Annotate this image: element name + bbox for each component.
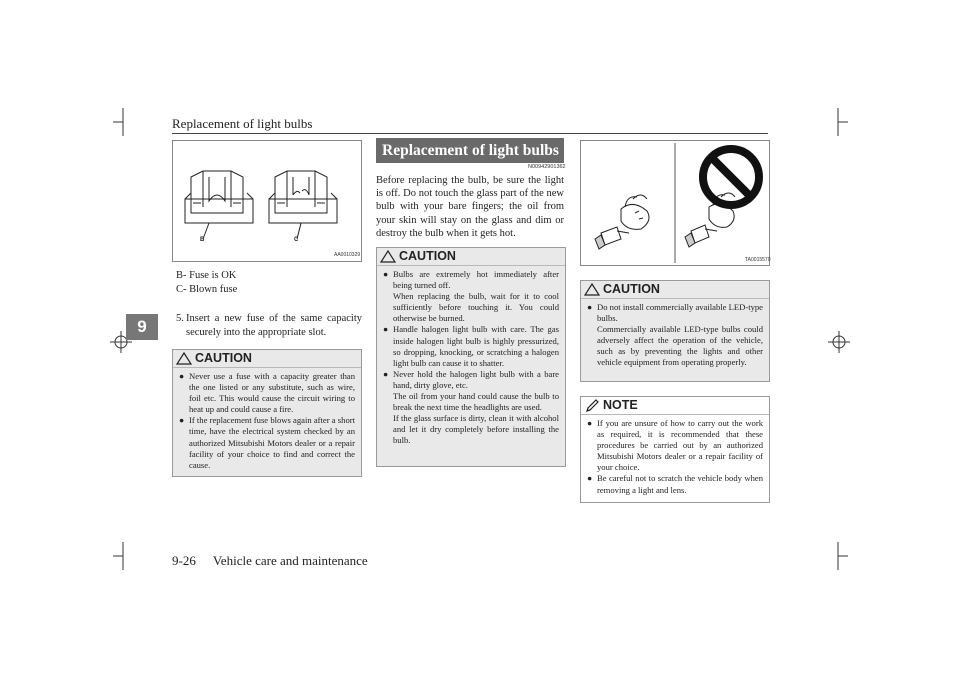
caution-item: ● Do not install commercially available LED-type bulbs. Commercially available LED-type bulbs could adversely affect the operation of the vehicle, such as by preventing the lights and other vehicle equipment from operating properly. — [587, 302, 763, 368]
bullet-icon: ● — [179, 371, 185, 381]
caution-body — [581, 299, 769, 374]
caution-header — [581, 281, 769, 299]
caution-body — [377, 266, 565, 452]
note-header — [581, 397, 769, 415]
crop-mark-top-left — [113, 108, 133, 143]
caution-header — [173, 350, 361, 368]
warning-triangle-icon — [176, 352, 192, 365]
label-c: C — [294, 237, 299, 243]
pencil-icon — [585, 399, 601, 413]
legend-b: B- Fuse is OK — [176, 270, 237, 281]
caution-item: ● Never use a fuse with a capacity greater than the one listed or any substitute, such as wire, foil etc. This would cause the circuit wiring to heat up and could cause a fire. — [179, 371, 355, 415]
chapter-tab: 9 — [126, 314, 158, 340]
note-body — [581, 415, 769, 501]
note-item: ● Be careful not to scratch the vehicle body when removing a light and lens. — [587, 473, 763, 495]
note-item: ● If you are unsure of how to carry out the work as required, it is recommended that these procedures be carried out by an authorized Mitsubishi Motors dealer or a repair facility of your choice. — [587, 418, 763, 473]
note-box — [580, 396, 770, 503]
bullet-icon: ● — [383, 324, 389, 335]
figure-code: TA0015570 — [745, 257, 771, 263]
crop-mark-top-right — [828, 108, 848, 143]
bullet-icon: ● — [587, 473, 593, 484]
reference-code: N00942901362 — [528, 164, 566, 170]
prohibited-icon — [703, 149, 759, 205]
bullet-icon: ● — [587, 302, 593, 312]
registration-mark-right — [828, 331, 850, 358]
middle-caution-box — [376, 247, 566, 467]
bulb-figure — [580, 140, 770, 266]
label-b: B — [200, 237, 205, 243]
caution-body — [173, 368, 361, 476]
caution-title: CAUTION — [195, 351, 252, 365]
caution-item: ● Handle halogen light bulb with care. The gas inside halogen light bulb is highly pressurized, so dropping, knocking, or scratching a halogen light bulb can cause it to shatter. — [383, 324, 559, 368]
legend-c: C- Blown fuse — [176, 284, 238, 295]
caution-item: ● Bulbs are extremely hot immediately after being turned off. When replacing the bulb, wait for it to cool sufficiently before touching it. You could otherwise be burned. — [383, 269, 559, 324]
caution-title: CAUTION — [603, 282, 660, 296]
caution-item: ● If the replacement fuse blows again after a short time, have the electrical system checked by an authorized Mitsubishi Motors dealer or a repair facility of your choice to find and correct the cause. — [179, 415, 355, 470]
bullet-icon: ● — [383, 269, 389, 279]
bullet-icon: ● — [179, 415, 185, 426]
caution-item: ● Never hold the halogen light bulb with a bare hand, dirty glove, etc. The oil from your hand could cause the bulb to break the next time the headlights are used. If the glass surface is dirty, clean it with alcohol and let it dry completely before installing the bulb. — [383, 368, 559, 446]
page-number: 9-26 — [172, 553, 196, 568]
caution-title: CAUTION — [399, 249, 456, 263]
warning-triangle-icon — [380, 250, 396, 263]
figure-code: AA0010329 — [334, 252, 361, 258]
step-number: 5. — [176, 313, 184, 324]
note-title: NOTE — [603, 398, 638, 412]
bulb-handling-illustration — [581, 141, 769, 265]
step-5 — [176, 312, 362, 339]
warning-triangle-icon — [584, 283, 600, 296]
crop-mark-bottom-right — [828, 540, 848, 575]
header-rule — [172, 133, 768, 134]
crop-mark-bottom-left — [113, 540, 133, 575]
caution-header — [377, 248, 565, 266]
bullet-icon: ● — [587, 418, 593, 428]
footer-section: Vehicle care and maintenance — [212, 553, 368, 568]
running-header: Replacement of light bulbs — [172, 116, 313, 131]
fuse-figure — [172, 140, 362, 262]
fuse-illustration — [173, 141, 361, 261]
bullet-icon: ● — [383, 368, 389, 379]
section-title: Replacement of light bulbs — [376, 138, 564, 163]
intro-paragraph: Before replacing the bulb, be sure the light is off. Do not touch the glass part of the new bulb with your bare fingers; the oil from your skin will stay on the glass and dim or destroy the bulb when it gets hot. — [376, 175, 564, 239]
footer — [172, 553, 368, 569]
step-text: Insert a new fuse of the same capacity securely into the appropriate slot. — [186, 313, 362, 338]
right-caution-box — [580, 280, 770, 382]
left-caution-box — [172, 349, 362, 477]
